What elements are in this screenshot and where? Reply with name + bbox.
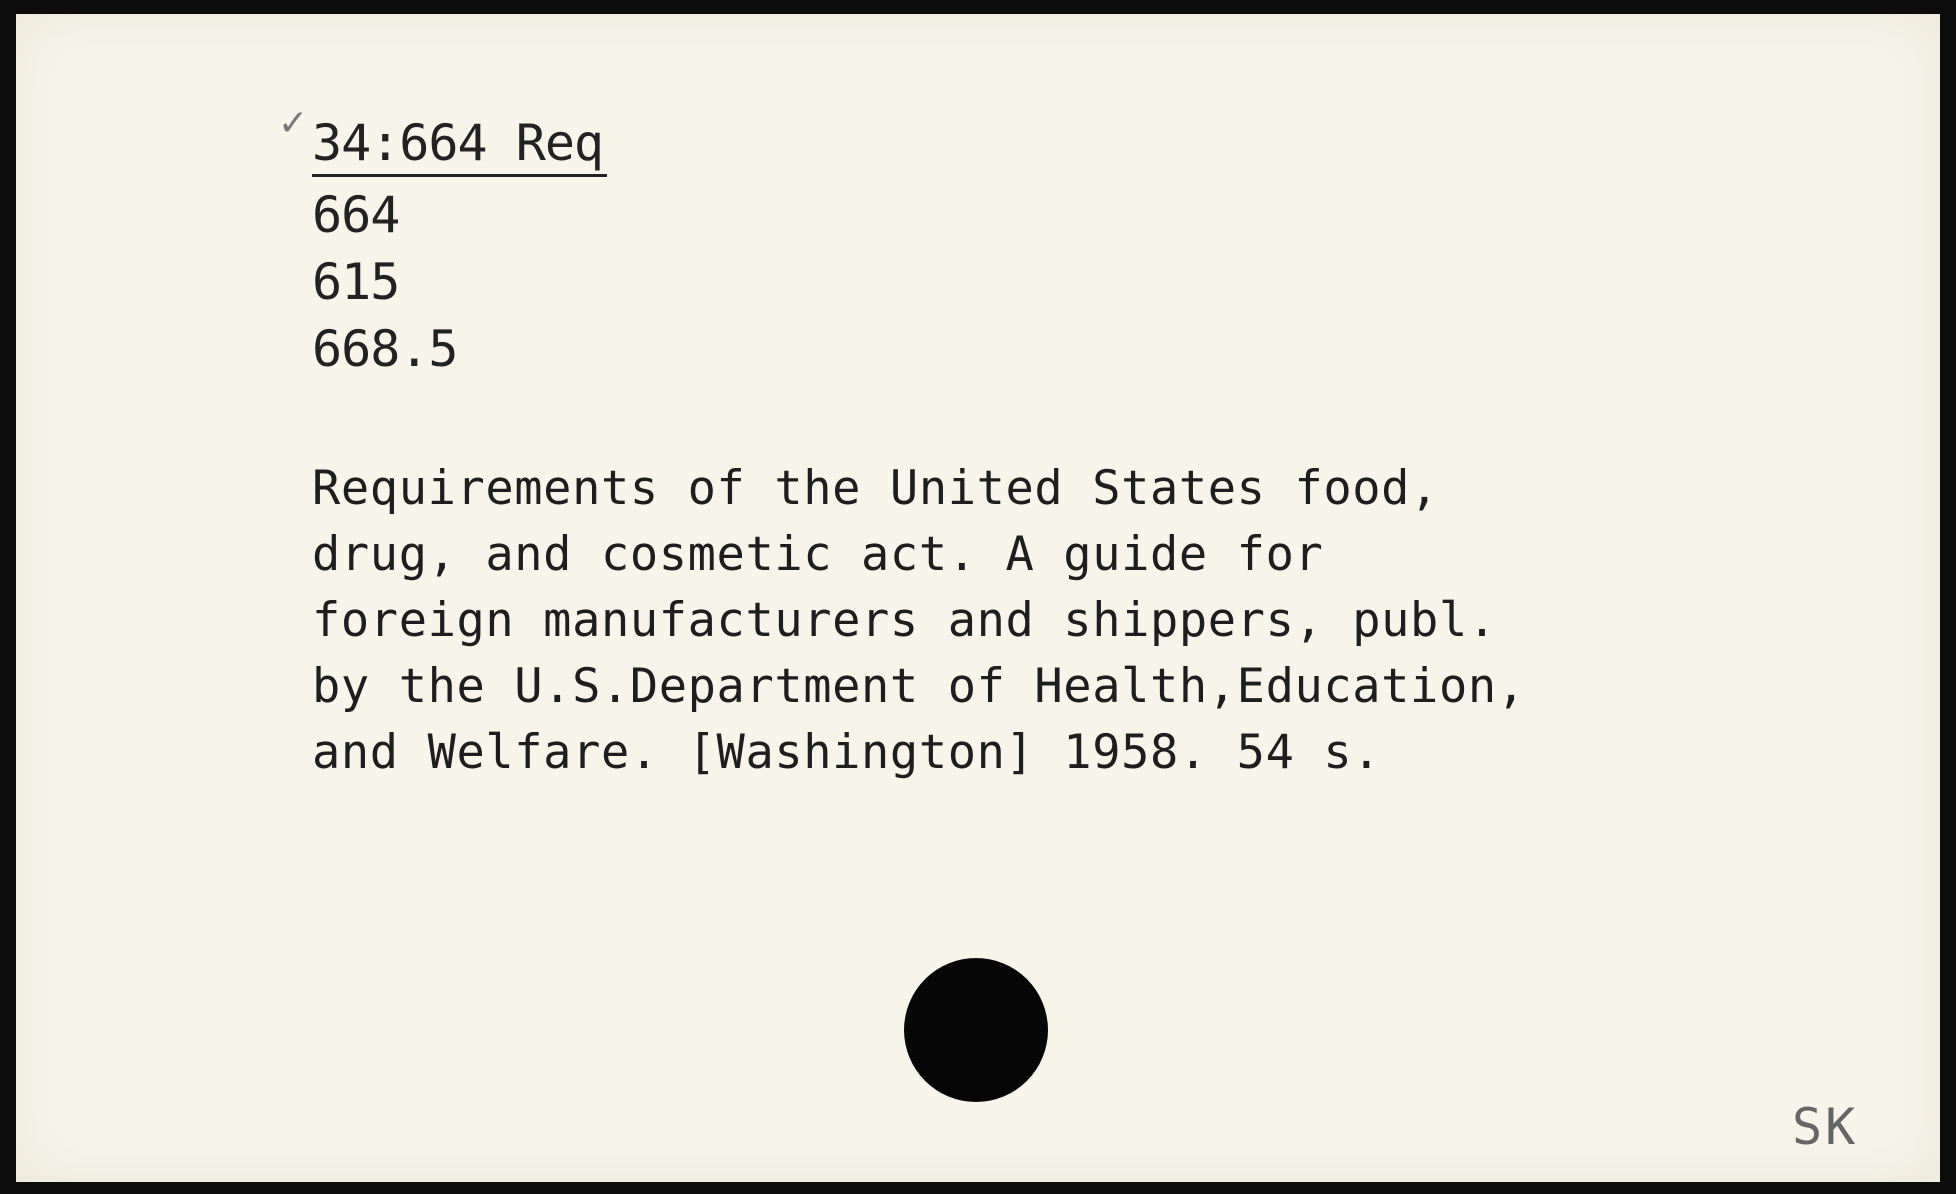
description-line: and Welfare. [Washington] 1958. 54 s.: [312, 725, 1382, 780]
description-line: drug, and cosmetic act. A guide for: [312, 527, 1324, 582]
call-number-secondary: 668.5: [312, 320, 458, 378]
cataloger-initials: SK: [1792, 1098, 1859, 1156]
description-line: Requirements of the United States food,: [312, 461, 1439, 516]
bibliographic-description: [312, 456, 1872, 786]
description-line: foreign manufacturers and shippers, publ.: [312, 593, 1497, 648]
call-number-secondary: 615: [312, 253, 400, 311]
check-mark-icon: ✓: [278, 103, 309, 144]
call-number-block: [312, 112, 752, 383]
call-number-secondary: 664: [312, 186, 400, 244]
punch-hole: [904, 958, 1048, 1102]
call-number-primary: 34:664 Req: [312, 112, 607, 177]
description-line: by the U.S.Department of Health,Education,: [312, 659, 1526, 714]
catalog-card: [16, 14, 1940, 1182]
